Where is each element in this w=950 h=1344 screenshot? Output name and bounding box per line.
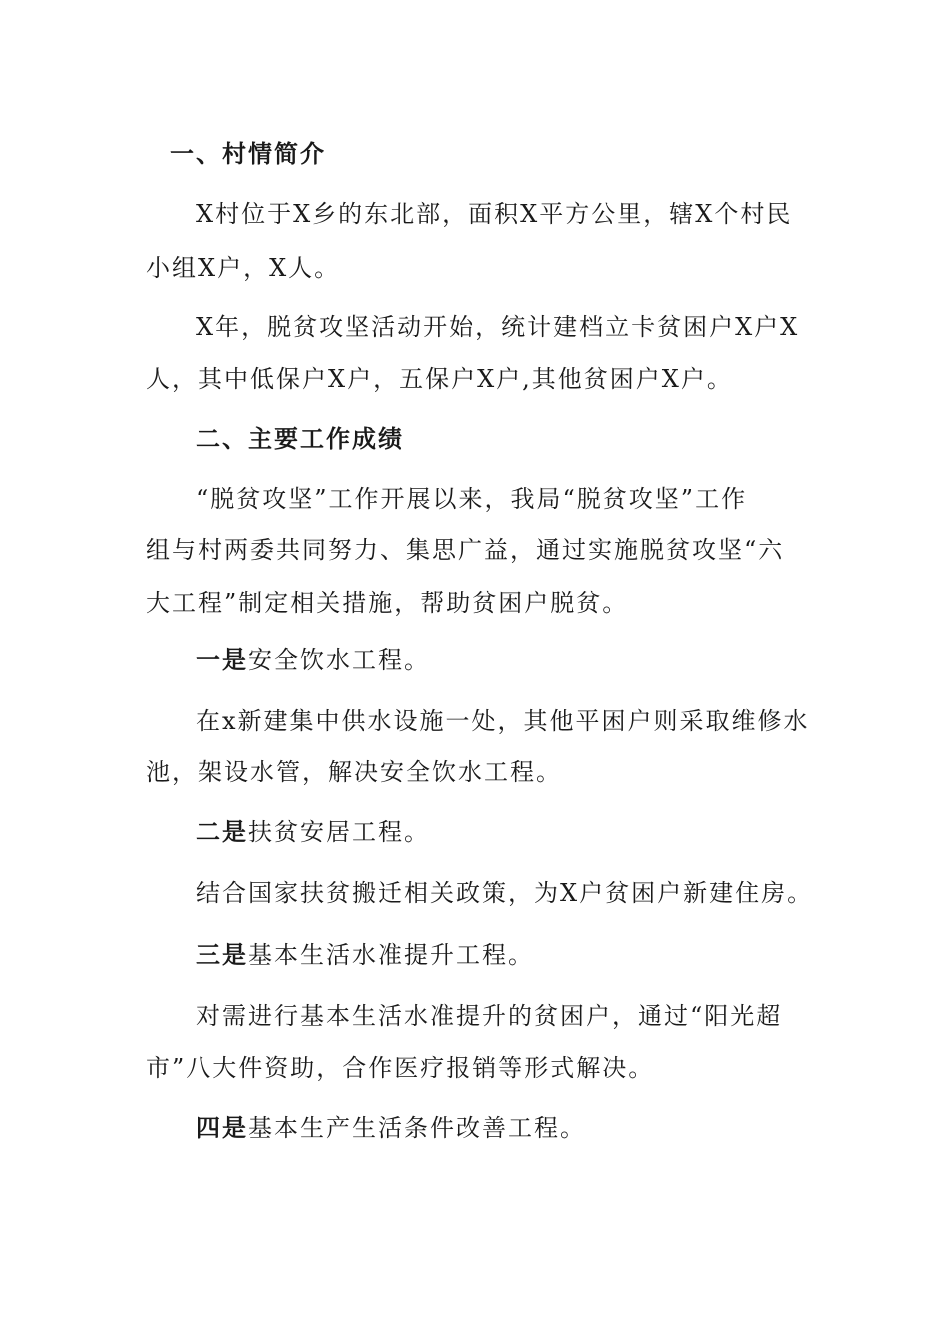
item-lead: 四是 bbox=[196, 1113, 248, 1142]
paragraph-line: 小组X户，X人。 bbox=[146, 254, 341, 282]
paragraph-line: 在x新建集中供水设施一处，其他平困户则采取维修水 bbox=[196, 707, 810, 735]
paragraph-line: 对需进行基本生活水准提升的贫困户，通过“阳光超 bbox=[196, 1002, 783, 1030]
item-lead: 二是 bbox=[196, 817, 248, 846]
paragraph-line: 结合国家扶贫搬迁相关政策，为X户贫困户新建住房。 bbox=[196, 879, 814, 907]
item-heading-1 bbox=[196, 645, 430, 675]
paragraph-line: 组与村两委共同努力、集思广益，通过实施脱贫攻坚“六 bbox=[146, 536, 785, 564]
item-title: 基本生活水准提升工程。 bbox=[248, 941, 534, 969]
paragraph-line: “脱贫攻坚”工作开展以来，我局“脱贫攻坚”工作 bbox=[196, 485, 748, 513]
item-title: 安全饮水工程。 bbox=[248, 646, 430, 674]
paragraph-line: 大工程”制定相关措施，帮助贫困户脱贫。 bbox=[146, 589, 629, 617]
section-heading-village-profile: 一、村情简介 bbox=[170, 139, 326, 168]
paragraph-line: 人，其中低保户X户，五保户X户,其他贫困户X户。 bbox=[146, 365, 733, 393]
item-lead: 三是 bbox=[196, 940, 248, 969]
item-heading-4 bbox=[196, 1113, 586, 1143]
paragraph-line: X村位于X乡的东北部，面积X平方公里，辖X个村民 bbox=[196, 200, 793, 228]
item-title: 基本生产生活条件改善工程。 bbox=[248, 1114, 586, 1142]
item-lead: 一是 bbox=[196, 645, 248, 674]
section-heading-main-achievements: 二、主要工作成绩 bbox=[196, 424, 404, 453]
paragraph-line: X年，脱贫攻坚活动开始，统计建档立卡贫困户X户X bbox=[196, 313, 800, 341]
item-heading-3 bbox=[196, 940, 534, 970]
item-title: 扶贫安居工程。 bbox=[248, 818, 430, 846]
paragraph-line: 市”八大件资助，合作医疗报销等形式解决。 bbox=[146, 1054, 655, 1082]
paragraph-line: 池，架设水管，解决安全饮水工程。 bbox=[146, 758, 562, 786]
item-heading-2 bbox=[196, 817, 430, 847]
